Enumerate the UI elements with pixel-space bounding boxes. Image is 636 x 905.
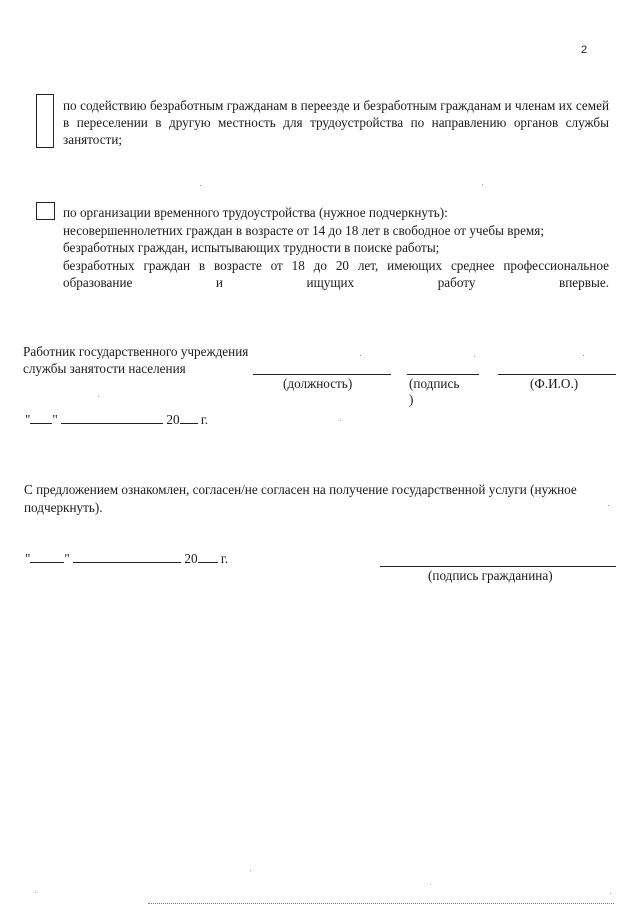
worker-date [25,412,208,428]
date-year: 20 [184,551,198,566]
option-2-item: безработных граждан в возрасте от 18 до 20 лет, имеющих среднее профессиональное образование и ищущих работу впервые. [63,257,609,291]
date-open-quote: " [25,412,31,427]
option-2-item: несовершеннолетних граждан в возрасте от 14 до 18 лет в свободное от учебы время; [63,222,545,238]
year-blank[interactable] [198,551,218,563]
option-1-checkbox[interactable] [36,94,54,148]
fio-line[interactable] [498,374,616,375]
option-2-checkbox[interactable] [36,202,55,220]
option-1-text: по содействию безработным гражданам в переезде и безработным гражданам и членам их семей в переселении в другую местность для трудоустройства по направлению органов службы занятости; [63,98,609,147]
month-blank[interactable] [73,551,181,563]
position-caption: (должность) [283,376,353,391]
date-close-quote: " [52,412,58,427]
option-2-block [63,204,609,292]
date-close-quote: " [64,551,70,566]
signature-line[interactable] [407,374,479,375]
date-open-quote: " [25,551,31,566]
worker-label-line-2: службы занятости населения [23,361,186,376]
date-suffix: г. [200,412,209,427]
year-blank[interactable] [180,412,198,424]
bottom-scan-line [148,903,614,904]
worker-label [23,343,248,377]
option-2-heading: по организации временного трудоустройства (нужное подчеркнуть): [63,205,448,220]
option-2-item: безработных граждан, испытывающих трудности в поиске работы; [63,240,440,256]
date-year: 20 [166,412,180,427]
citizen-signature-line[interactable] [380,566,616,567]
day-blank[interactable] [30,412,52,424]
citizen-date [25,551,228,567]
day-blank[interactable] [30,551,64,563]
worker-label-line-1: Работник государственного учреждения [23,344,249,359]
citizen-signature-caption: (подпись гражданина) [428,568,553,583]
acknowledgement-text: С предложением ознакомлен, согласен/не согласен на получение государственной услуги (нужное подчеркнуть). [24,482,577,515]
signature-caption: (подпись ) [409,376,460,407]
page-number: 2 [581,44,588,56]
month-blank[interactable] [61,412,163,424]
fio-caption: (Ф.И.О.) [530,376,579,391]
date-suffix: г. [220,551,229,566]
position-line[interactable] [253,374,391,375]
